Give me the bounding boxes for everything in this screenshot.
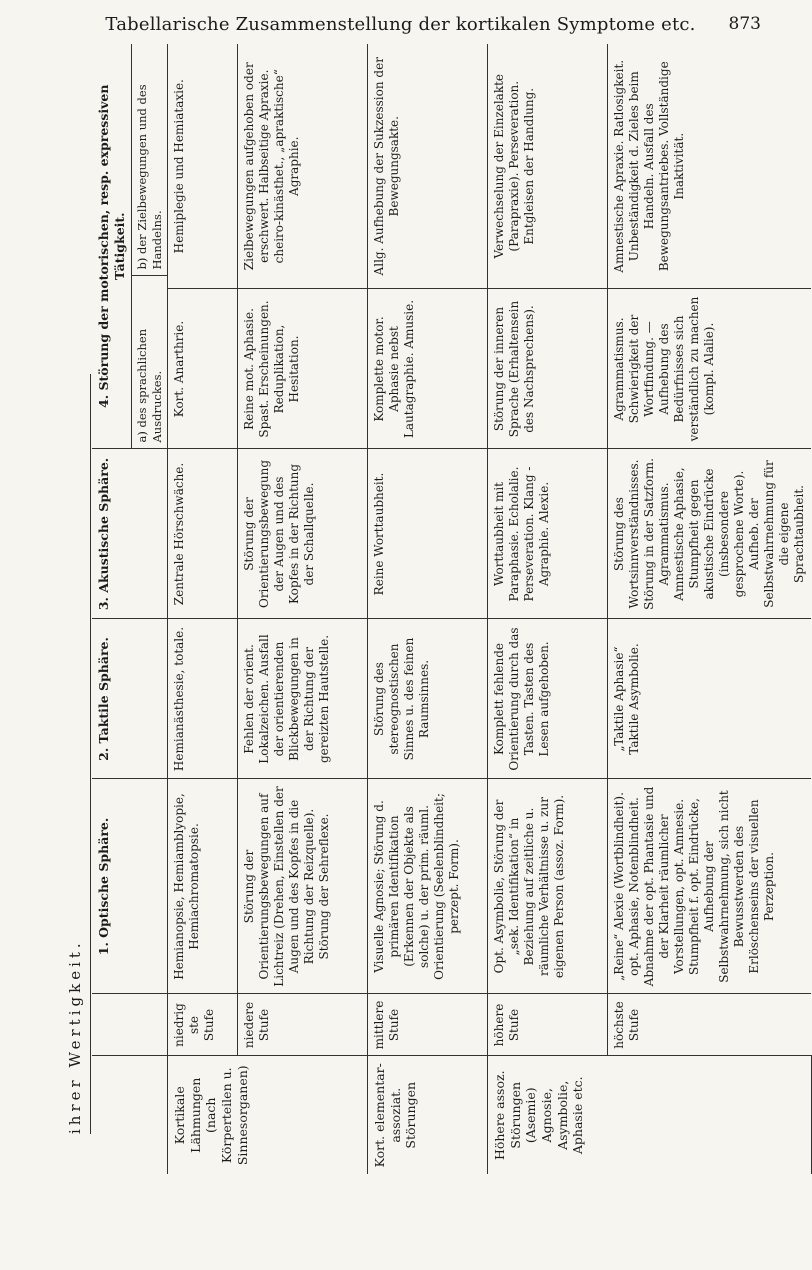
table-row <box>238 44 368 1174</box>
col-taktil: 2. Taktile Sphäre. <box>92 619 168 779</box>
col-optisch: 1. Optische Sphäre. <box>92 779 168 994</box>
ziel-cell: Verwechselung der Einzelakte (Parapraxie). Perseveration. Entgleisen der Handlung. <box>488 44 608 289</box>
akustisch-cell: Reine Worttaubheit. <box>368 449 488 619</box>
ziel-cell: Zielbewegungen aufgehoben oder erschwert. Halbseitige Apraxie. cheiro-kinästhet., „apraktische“ Agraphie. <box>238 44 368 289</box>
sprach-cell: Störung der inneren Sprache (Erhaltensein des Nachsprechens). <box>488 289 608 449</box>
taktil-cell: Komplett fehlende Orientierung durch das Tasten. Tasten des Lesen aufgehoben. <box>488 619 608 779</box>
component-hoehere <box>488 1056 812 1174</box>
subcol-ziel: b) der Zielbewegungen und des Handelns. <box>135 84 164 270</box>
component-elementar-label: Kort. elementar-assoziat. Störungen <box>372 1063 419 1168</box>
sprach-cell: Agrammatismus. Schwierigkeit der Wortfindung. — Aufhebung des Bedürfnisses sich verständlich zu machen (kompl. Alalie). <box>608 289 812 449</box>
akustisch-cell: Störung der Orientierungsbewegung der Augen und des Kopfes in der Richtung der Schallquelle. <box>238 449 368 619</box>
sprach-cell: Kort. Anarthrie. <box>168 289 238 449</box>
page-number: 873 <box>728 14 761 34</box>
continuation-heading: ihrer Wertigkeit. <box>60 374 91 1134</box>
page-title: Tabellarische Zusammenstellung der kortikalen Symptome etc. <box>105 14 696 35</box>
col-motorisch-label: 4. Störung der motorischen, resp. expressiven Tätigkeit. <box>96 84 127 408</box>
optisch-cell: Visuelle Agnosie; Störung d. primären Identifikation (Erkennen der Objekte als solche) u. der prim. räuml. Orientierung (Seelenblindheit; perzept. Form). <box>368 779 488 994</box>
optisch-cell: „Reine“ Alexie (Wortblindheit). opt. Aphasie, Notenblindheit. Abnahme der opt. Phantasie und der Klarheit räumlicher Vorstellungen, opt. Amnesie. Stumpfheit f. opt. Eindrücke, Aufhebung der Selbstwahrnehmung, sich nicht Bewusstwerden des Erlöschenseins der visuellen Perzeption. <box>608 779 812 994</box>
header-row <box>92 44 168 1174</box>
ziel-cell: Hemiplegie und Hemiataxie. <box>168 44 238 289</box>
table-area <box>60 44 806 1174</box>
table-row <box>168 44 238 1174</box>
stage-cell: mittlere Stufe <box>368 994 488 1056</box>
symptom-table <box>92 44 812 1174</box>
optisch-cell: Opt. Asymbolie, Störung der „sek. Identifikation“ in Beziehung auf zeitliche u. räumliche Verhältnisse u. zur eigenen Person (assoz. Form). <box>488 779 608 994</box>
akustisch-cell: Zentrale Hörschwäche. <box>168 449 238 619</box>
component-elementar <box>368 1056 488 1174</box>
col-akustisch: 3. Akustische Sphäre. <box>92 449 168 619</box>
taktil-cell: Störung des stereognostischen Sinnes u. des feinen Raumsinnes. <box>368 619 488 779</box>
rotated-table <box>60 44 806 1174</box>
table-row <box>608 44 812 1174</box>
subcol-sprach: a) des sprachlichen Ausdruckes. <box>132 276 167 449</box>
stage-cell: niedere Stufe <box>238 994 368 1056</box>
ziel-cell: Allg. Aufhebung der Sukzession der Bewegungsakte. <box>368 44 488 289</box>
stage-cell: niedrigste Stufe <box>168 994 238 1056</box>
sprach-cell: Komplette motor. Aphasie nebst Lautagraphie. Amusie. <box>368 289 488 449</box>
stage-cell: höchste Stufe <box>608 994 812 1056</box>
optisch-cell: Hemianopsie, Hemiamblyopie, Hemiachromatopsie. <box>168 779 238 994</box>
corner-cell <box>92 1056 168 1174</box>
ziel-cell: Amnestische Apraxie. Ratlosigkeit. Unbeständigkeit d. Zieles beim Handeln. Ausfall des Bewegungsantriebes. Vollständige Inaktivität. <box>612 59 686 273</box>
col-motorisch <box>92 44 168 449</box>
stage-header-cell <box>92 994 168 1056</box>
component-hoehere-label: Höhere assoz. Störungen (Asemie) Agnosie, Asymbolie, Aphasie etc. <box>492 1070 586 1161</box>
table-row <box>488 44 608 1174</box>
component-kortikal <box>168 1056 368 1174</box>
table-row <box>368 44 488 1174</box>
akustisch-cell: Worttaubheit mit Paraphasie. Echolalie. Perseveration. Klang - Agraphie. Alexie. <box>488 449 608 619</box>
taktil-cell: „Taktile Aphasie“ Taktile Asymbolie. <box>608 619 812 779</box>
optisch-cell: Störung der Orientierungsbewegungen auf Lichtreiz (Drehen, Einstellen der Augen und des Kopfes in die Richtung der Reizquelle). Störung der Sehreflexe. <box>238 779 368 994</box>
akustisch-cell: Störung des Wortsinnverständnisses. Störung in der Satzform. Agrammatismus. Amnestische Aphasie, Stumpfheit gegen akustische Eindrücke (insbesondere gesprochene Worte). Aufheb. der Selbstwahrnehmung für die eigene Sprachtaubheit. <box>608 449 812 619</box>
component-kortikal-label: Kortikale Lähmungen (nach Körperteilen u. Sinnesorganen) <box>172 1065 250 1166</box>
stage-cell: höhere Stufe <box>488 994 608 1056</box>
page-header <box>0 0 801 44</box>
taktil-cell: Hemianästhesie, totale. <box>168 619 238 779</box>
sprach-cell: Reine mot. Aphasie. Spast. Erscheinungen. Reduplikation, Hesitation. <box>238 289 368 449</box>
taktil-cell: Fehlen der orient. Lokalzeichen. Ausfall der orientierenden Blickbewegungen in der Richtung der gereizten Hautstelle. <box>238 619 368 779</box>
